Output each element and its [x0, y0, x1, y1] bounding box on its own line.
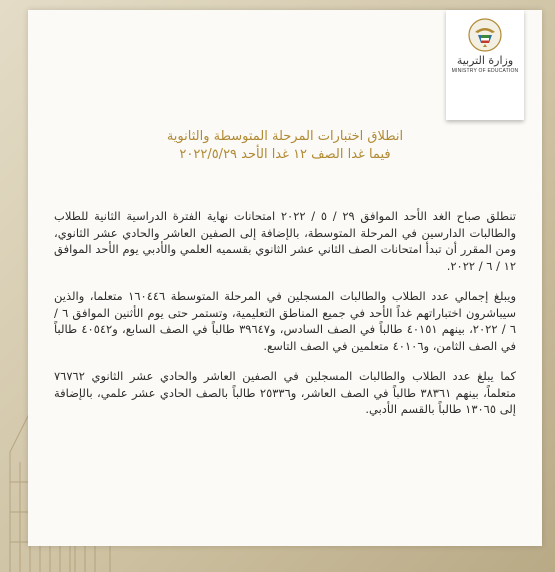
kuwait-emblem-icon [468, 18, 502, 52]
announcement-headline [56, 128, 514, 164]
ministry-logo-tab [446, 10, 524, 120]
paragraph-1: تنطلق صباح الغد الأحد الموافق ٢٩ / ٥ / ٢٠٢٢ امتحانات نهاية الفترة الدراسية الثانية للطلاب والطالبات الدارسين في المرحلة المتوسطة، بالإضافة إلى الصفين العاشر والحادي عشر الثانوي، ومن المقرر أن تبدأ امتحانات الصف الثاني عشر الثانوي بقسميه العلمي والأدبي يوم الأحد الموافق ١٢ / ٦ / ٢٠٢٢. [54, 209, 516, 273]
announcement-card [28, 10, 542, 546]
ministry-name-ar: وزارة التربية [456, 54, 514, 67]
headline-line-2: فيما غدا الصف ١٢ غدا الأحد ٢٠٢٢/٥/٢٩ [179, 147, 391, 162]
paragraph-2: ويبلغ إجمالي عدد الطلاب والطالبات المسجلين في المرحلة المتوسطة ١٦٠٤٤٦ متعلما، والذين سيباشرون اختباراتهم غداً الأحد في جميع المناطق التعليمية، وتستمر حتى يوم الأثنين الموافق ٦ / ٦ / ٢٠٢٢، بينهم ٤٠١٥١ طالباً في الصف السادس، و٣٩٦٤٧ طالباً في الصف السابع، و٤٠٥٤٢ طالباً في الصف الثامن، و٤٠١٠٦ متعلمين في الصف التاسع. [54, 289, 517, 353]
paragraph-3: كما يبلغ عدد الطلاب والطالبات المسجلين في الصفين العاشر والحادي عشر الثانوي ٧٦٧٦٢ متعلماً، بينهم ٣٨٣٦١ طالباً في الصف العاشر، و٢٥٣٣٦ طالباً بالصف الحادي عشر علمي، بالإضافة إلى ١٣٠٦٥ طالباً بالقسم الأدبي. [54, 369, 516, 416]
headline-line-1: انطلاق اختبارات المرحلة المتوسطة والثانوية [166, 129, 404, 144]
announcement-body [54, 208, 516, 432]
ministry-name-en: MINISTRY OF EDUCATION [451, 68, 519, 74]
